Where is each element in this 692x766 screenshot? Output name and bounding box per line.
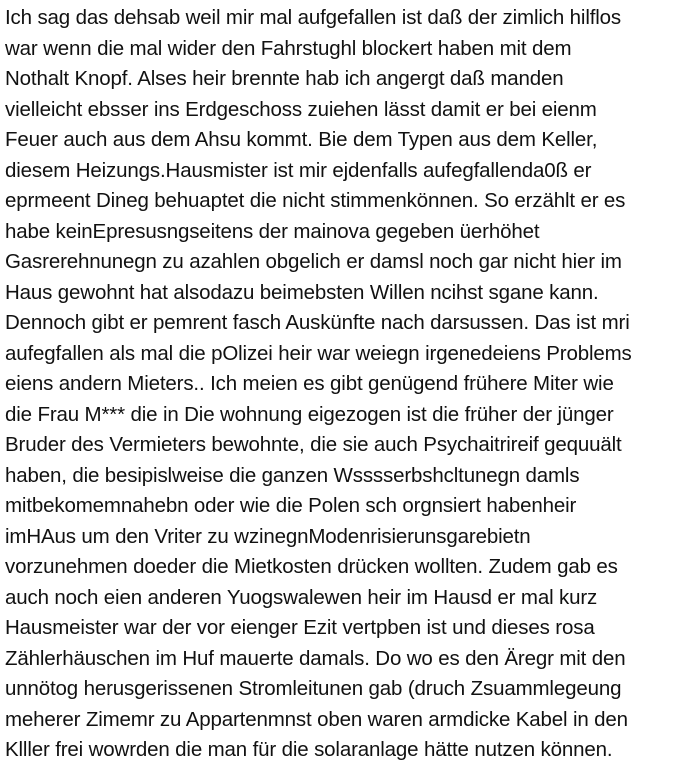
text-line-20: auch noch eien anderen Yuogswalewen heir im Hausd er mal kurz: [5, 585, 598, 609]
text-line-7: eprmeent Dineg behuaptet die nicht stimmenkönnen. So erzählt er es: [5, 189, 626, 212]
text-line-10: Haus gewohnt hat alsodazu beimebsten Willen ncihst sgane kann.: [5, 280, 599, 304]
text-line-19: vorzunehmen doeder die Mietkosten drücken wollten. Zudem gab es: [5, 555, 618, 578]
text-line-15: Bruder des Vermieters bewohnte, die sie auch Psychaitrireif gequuält: [5, 433, 622, 456]
text-line-12: aufegfallen als mal die pOlizei heir war weiegn irgenedeiens Problems: [5, 341, 632, 365]
text-line-9: Gasrerehnunegn zu azahlen obgelich er damsl noch gar nicht hier im: [5, 250, 622, 273]
text-line-13: eiens andern Mieters.. Ich meien es gibt genügend frühere Miter wie: [5, 372, 614, 395]
text-line-4: vielleicht ebsser ins Erdgeschoss zuiehen lässt damit er bei eienm: [5, 97, 597, 121]
document-text: [5, 3, 691, 766]
text-line-3: Nothalt Knopf. Alses heir brennte hab ich angergt daß manden: [5, 67, 564, 90]
text-line-25: Klller frei wowrden die man für die solaranlage hätte nutzen können.: [5, 738, 613, 761]
text-line-18: imHAus um den Vriter zu wzinegnModenrisierunsgarebietn: [5, 524, 531, 548]
text-line-11: Dennoch gibt er pemrent fasch Auskünfte nach darsussen. Das ist mri: [5, 311, 630, 334]
text-line-5: Feuer auch aus dem Ahsu kommt. Bie dem Typen aus dem Keller,: [5, 128, 598, 151]
text-line-23: unnötog herusgerissenen Stromleitunen gab (druch Zsuammlegeung: [5, 677, 622, 700]
text-line-6: diesem Heizungs.Hausmister ist mir ejdenfalls aufegfallenda0ß er: [5, 158, 592, 182]
text-line-2: war wenn die mal wider den Fahrstughl blockert haben mit dem: [5, 36, 572, 60]
text-line-16: haben, die besipislweise die ganzen Wsssserbshcltunegn damls: [5, 463, 580, 487]
text-line-21: Hausmeister war der vor eienger Ezit vertpben ist und dieses rosa: [5, 616, 595, 639]
text-line-1: Ich sag das dehsab weil mir mal aufgefallen ist daß der zimlich hilflos: [5, 6, 622, 29]
text-line-14: die Frau M*** die in Die wohnung eigezogen ist die früher der jünger: [5, 402, 614, 426]
text-line-24: meherer Zimemr zu Appartenmnst oben waren armdicke Kabel in den: [5, 707, 628, 731]
text-line-22: Zählerhäuschen im Huf mauerte damals. Do wo es den Äregr mit den: [5, 646, 626, 670]
text-line-8: habe keinEpresusngseitens der mainova gegeben üerhöhet: [5, 219, 540, 243]
text-line-17: mitbekomemnahebn oder wie die Polen sch orgnsiert habenheir: [5, 494, 577, 517]
